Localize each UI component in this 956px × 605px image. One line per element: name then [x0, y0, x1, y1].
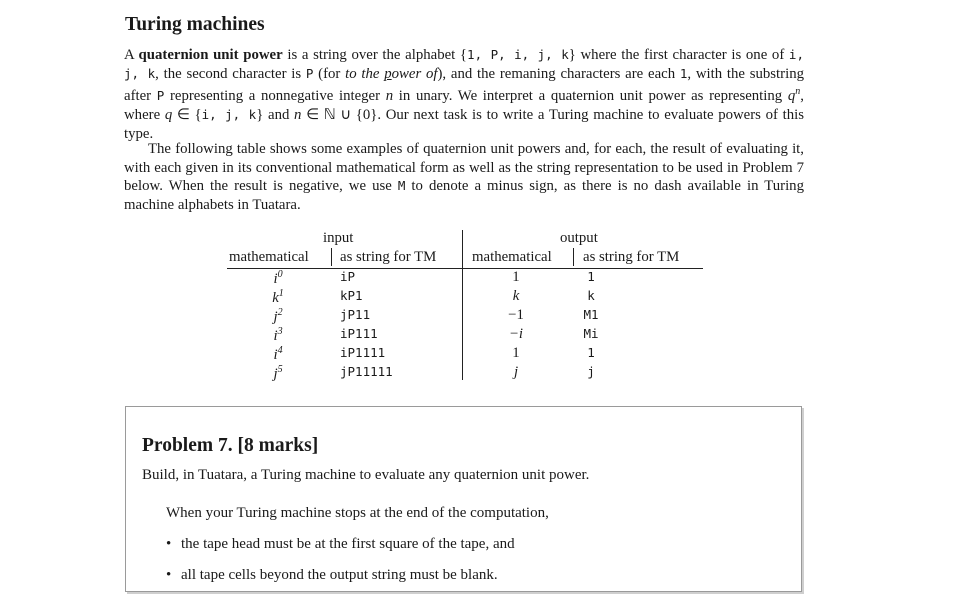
header-input: input [323, 230, 354, 246]
one-char: 1 [679, 65, 688, 81]
header-str-out: as string for TM [583, 249, 680, 265]
divider-input-output [462, 230, 463, 380]
header-str-in: as string for TM [340, 249, 437, 265]
math-base: k [272, 289, 279, 306]
underlined-p: p [384, 65, 392, 82]
p-char: P [305, 65, 314, 81]
math-exponent: 2 [277, 307, 283, 318]
math-exponent: 0 [277, 269, 283, 280]
text-run: (for [313, 65, 346, 82]
header-math-in: mathematical [229, 249, 309, 265]
row-string-output: M1 [583, 307, 599, 322]
math-base: j [273, 308, 278, 325]
table-intro-paragraph [124, 140, 804, 215]
bullet-icon: • [166, 536, 172, 552]
row-math-output: j [513, 364, 519, 380]
math-var: n [294, 107, 302, 124]
row-string-input: iP1111 [340, 345, 386, 360]
ijk-chars: i, j, k [201, 107, 257, 123]
section-title: Turing machines [125, 14, 265, 35]
math-exponent: 3 [277, 326, 283, 337]
row-string-input: iP111 [340, 326, 378, 341]
text-run: , with the substring after [124, 65, 804, 105]
defined-term: quaternion unit power [138, 47, 283, 63]
row-string-input: kP1 [340, 288, 363, 303]
row-math-input [263, 269, 293, 288]
row-string-output: j [587, 364, 595, 379]
requirement-item: the tape head must be at the first square of the tape, and [181, 536, 515, 552]
math-base: j [273, 365, 278, 382]
m-char: M [397, 178, 406, 194]
row-math-output: k [512, 288, 520, 304]
math-base: i [273, 327, 278, 344]
text-run: representing a nonnegative integer [164, 88, 386, 105]
row-string-output: Mi [583, 326, 599, 341]
row-math-input [263, 364, 293, 383]
alphabet-chars: 1, P, i, j, k [467, 47, 569, 62]
row-math-input [263, 326, 293, 345]
divider-header-left [331, 248, 332, 266]
emphasis-run: to the [345, 65, 385, 82]
math-var: q [164, 107, 173, 124]
text-run: to denote a minus sign, as there is no dash available in Turing machine alphabets in Tuatara. [124, 178, 804, 214]
math-base: i [273, 270, 278, 287]
problem-statement: Build, in Tuatara, a Turing machine to evaluate any quaternion unit power. [142, 467, 590, 483]
requirements-intro: When your Turing machine stops at the end of the computation, [166, 505, 549, 521]
row-math-input [263, 288, 293, 307]
header-rule [227, 268, 703, 269]
row-string-input: jP11 [340, 307, 371, 322]
bullet-icon: • [166, 567, 172, 583]
math-exponent: 1 [278, 288, 284, 299]
row-math-input [263, 345, 293, 364]
intro-paragraph [124, 46, 804, 143]
requirement-item: all tape cells beyond the output string must be blank. [181, 567, 498, 583]
row-string-input: jP11111 [340, 364, 393, 379]
problem-box [125, 406, 802, 592]
text-run: The following table shows some examples of quaternion unit powers and, for each, the result of evaluating it, with each given in its conventional mathematical form as well as the string representation to be used in Problem 7 below. When the result is negative, we use [124, 141, 804, 195]
text-run: A [124, 47, 139, 63]
row-math-input [263, 307, 293, 326]
emphasis-run: ower of [391, 65, 438, 82]
math-sup: n [795, 86, 801, 98]
text-run: in unary. We interpret a quaternion unit power as representing [393, 88, 788, 105]
text-run: is a string over the alphabet { [282, 47, 468, 63]
first-chars: i, j, k [124, 47, 804, 81]
problem-heading: Problem 7. [8 marks] [142, 435, 319, 456]
row-math-output: 1 [512, 269, 520, 285]
math-var: q [787, 88, 796, 105]
text-run: , where [124, 88, 804, 124]
row-string-output: k [587, 288, 595, 303]
math-exponent: 5 [277, 364, 283, 375]
header-output: output [560, 230, 598, 246]
divider-header-right [573, 248, 574, 266]
row-math-output: −i [508, 326, 524, 342]
p-char: P [156, 88, 165, 104]
text-run: } where the first character is one of [568, 47, 789, 63]
row-string-output: 1 [587, 345, 595, 360]
math-var: n [385, 88, 394, 105]
row-math-output: 1 [512, 345, 520, 361]
text-run: ∈ { [172, 107, 202, 124]
header-math-out: mathematical [472, 249, 552, 265]
row-string-input: iP [340, 269, 356, 284]
math-exponent: 4 [277, 345, 283, 356]
text-run: } and [256, 107, 295, 124]
text-run: , the second character is [155, 65, 306, 82]
row-math-output: −1 [508, 307, 524, 323]
text-run: ), and the remaning characters are each [437, 65, 680, 82]
text-run: ∈ ℕ ∪ {0}. Our next task is to write a Turing machine to evaluate powers of this type. [124, 107, 804, 142]
row-string-output: 1 [587, 269, 595, 284]
math-base: i [273, 346, 278, 363]
